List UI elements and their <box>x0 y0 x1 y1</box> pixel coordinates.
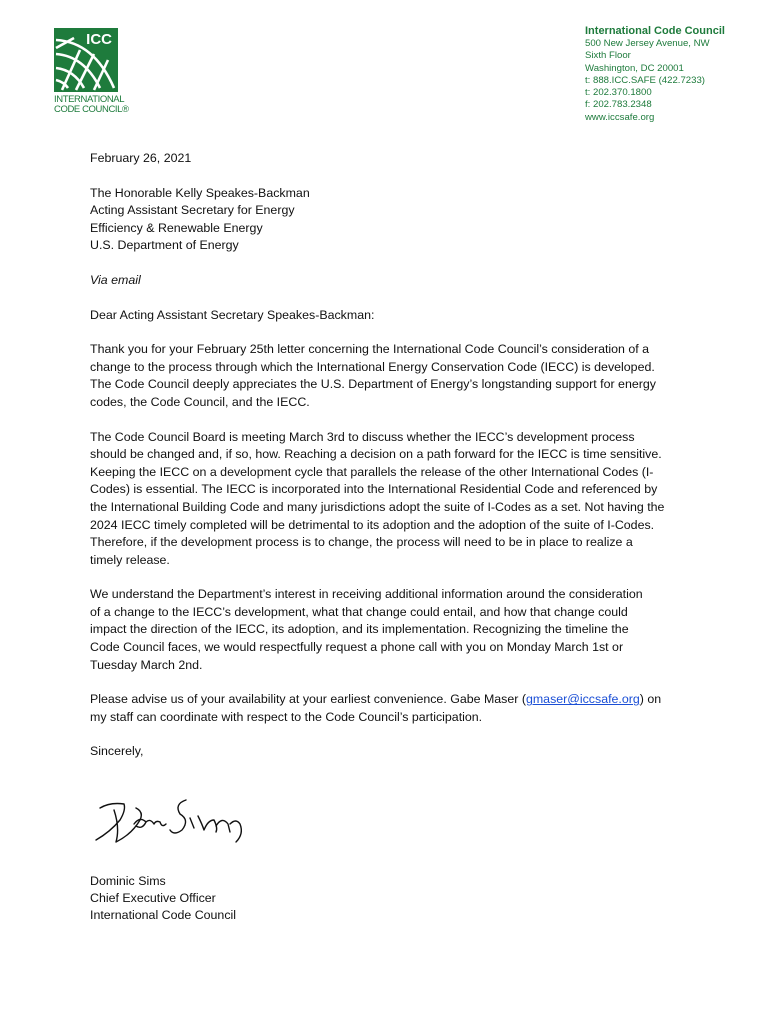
paragraph-2 <box>90 429 690 570</box>
org-address1: 500 New Jersey Avenue, NW <box>585 38 710 49</box>
paragraph-line: my staff can coordinate with respect to the Code Council’s participation. <box>90 709 483 724</box>
paragraph-line: the International Building Code and many jurisdictions adopt the suite of I-Codes as a set. Not having the <box>90 499 665 514</box>
letter-body <box>90 150 690 761</box>
paragraph-line: timely release. <box>90 552 170 567</box>
signer-name: Dominic Sims <box>90 874 166 888</box>
paragraph-line: should be changed and, if so, how. Reaching a decision on a path forward for the IECC is time sensitive. <box>90 447 662 462</box>
text-fragment: Please advise us of your availability at your earliest convenience. Gabe Maser ( <box>90 692 526 707</box>
signer-org: International Code Council <box>90 908 237 922</box>
logo-name-line2: CODE COUNCIL® <box>54 104 129 115</box>
salutation: Dear Acting Assistant Secretary Speakes-Backman: <box>90 307 375 322</box>
paragraph-line: of a change to the IECC’s development, what that change could entail, and how that change could <box>90 604 628 619</box>
paragraph-line: 2024 IECC timely completed will be detrimental to its adoption and the adoption of the suite of I-Codes. <box>90 517 655 532</box>
paragraph-line: The Code Council deeply appreciates the U.S. Department of Energy’s longstanding support for energy <box>90 377 656 392</box>
paragraph-line: Thank you for your February 25th letter concerning the International Code Council’s consideration of a <box>90 342 650 357</box>
paragraph-1 <box>90 341 690 411</box>
recipient-line2: Acting Assistant Secretary for Energy <box>90 203 295 218</box>
email-link[interactable]: gmaser@iccsafe.org <box>525 692 640 707</box>
paragraph-line: Tuesday March 2nd. <box>90 657 203 672</box>
delivery-method: Via email <box>90 272 141 287</box>
org-address3: Washington, DC 20001 <box>585 62 684 74</box>
paragraph-line: The Code Council Board is meeting March 3rd to discuss whether the IECC’s development process <box>90 429 635 444</box>
org-address2: Sixth Floor <box>585 50 631 62</box>
paragraph-line: We understand the Department’s interest in receiving additional information around the consideration <box>90 587 643 602</box>
logo-abbr: ICC <box>86 31 112 48</box>
icc-logo <box>54 28 129 115</box>
paragraph-4 <box>90 691 690 726</box>
paragraph-line: Keeping the IECC on a development cycle that parallels the release of the other International Codes (I- <box>90 464 654 479</box>
paragraph-3 <box>90 586 690 674</box>
globe-icon <box>54 28 118 92</box>
paragraph-line <box>90 691 690 709</box>
paragraph-line: impact the direction of the IECC, its adoption, and its implementation. Recognizing the timeline the <box>90 622 629 637</box>
org-fax: f: 202.783.2348 <box>585 99 652 111</box>
closing: Sincerely, <box>90 744 144 759</box>
recipient-line3: Efficiency & Renewable Energy <box>90 220 263 235</box>
recipient-line4: U.S. Department of Energy <box>90 238 239 253</box>
text-fragment: ) on <box>639 692 662 707</box>
handwritten-signature <box>90 790 260 852</box>
org-phone2: t: 202.370.1800 <box>585 87 652 99</box>
signer-block <box>90 873 236 924</box>
paragraph-line: change to the process through which the International Energy Conservation Code (IECC) is developed. <box>90 359 655 374</box>
logo-name <box>54 94 129 115</box>
recipient-line1: The Honorable Kelly Speakes-Backman <box>90 185 310 200</box>
paragraph-line: codes, the Code Council, and the IECC. <box>90 394 310 409</box>
signer-title: Chief Executive Officer <box>90 891 216 905</box>
paragraph-line: Code Council faces, we would respectfully request a phone call with you on Monday March 1st or <box>90 640 624 655</box>
recipient-block <box>90 185 690 255</box>
logo-name-line1: INTERNATIONAL <box>54 94 125 105</box>
org-address-block <box>585 24 760 124</box>
paragraph-line: Therefore, if the development process is to change, the process will need to be in place to realize a <box>90 535 633 550</box>
paragraph-line: Codes) is essential. The IECC is incorporated into the International Residential Code and referenced by <box>90 482 658 497</box>
letter-date: February 26, 2021 <box>90 151 192 165</box>
org-name: International Code Council <box>585 25 725 37</box>
org-web: www.iccsafe.org <box>585 111 655 123</box>
org-phone1: t: 888.ICC.SAFE (422.7233) <box>585 74 705 86</box>
